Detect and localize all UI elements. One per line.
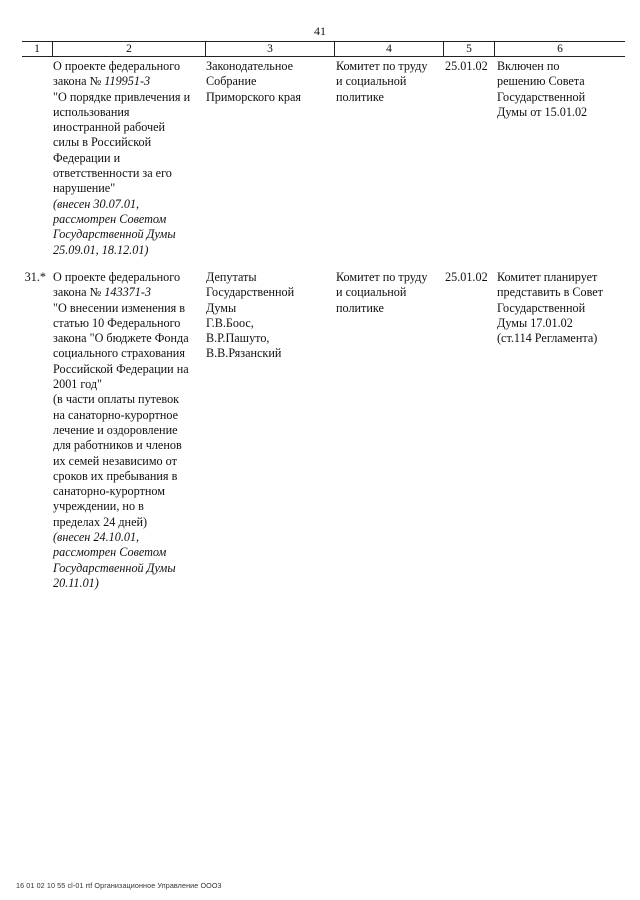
bill-note-line: 20.11.01) [53,575,99,590]
bill-title-line: "О внесении изменения в [53,300,186,315]
status-line: Государственной [497,89,586,104]
committee [336,59,444,105]
initiator-line: Приморского края [206,89,301,104]
committee [336,270,444,316]
bill-title-line: санаторно-курортном [53,484,165,499]
bill-note-line: 25.09.01, 18.12.01) [53,242,149,257]
bill-title-line: иностранной рабочей [53,120,166,135]
bill-note-line: рассмотрен Советом [53,545,167,560]
bill-note-line: Государственной Думы [53,227,176,242]
status-line: (ст.114 Регламента) [497,331,598,346]
bill-title-line: сроков их пребывания в [53,468,178,483]
header-col-1: 1 [22,42,53,56]
status-line: представить в Совет [497,285,604,300]
bill-intro-line: О проекте федерального [53,59,181,73]
bill-title-line: Федерации и [53,150,121,165]
bill-title-line: Российской Федерации на [53,361,189,376]
initiator-line: Депутаты [206,270,257,284]
bill-title-line: социального страхования [53,346,185,361]
bill-description [53,59,203,258]
status-line: Государственной [497,300,586,315]
status-line: Думы 17.01.02 [497,315,573,330]
bill-description [53,270,203,591]
status-line: Включен по [497,59,560,73]
initiator-line: Законодательное [206,59,294,73]
initiator-line: Думы [206,300,237,315]
page-number: 41 [314,24,326,38]
bill-title-line: 2001 год" [53,377,103,392]
header-col-4: 4 [335,42,444,56]
bill-number: 119951-3 [104,74,151,89]
bill-note-line: (внесен 24.10.01, [53,530,140,545]
bill-number-line [53,285,203,300]
bill-note-line: Государственной Думы [53,560,176,575]
bill-title-line: статью 10 Федерального [53,315,181,330]
status [497,59,625,120]
bill-title-line: их семей независимо от [53,453,177,468]
bill-number: 143371-3 [104,285,151,300]
committee-line: Комитет по труду [336,59,428,73]
initiator [206,59,334,105]
bill-number-label: закона № [53,285,105,300]
committee-line: политике [336,300,384,315]
page-footer: 16 01 02 10 55 cl-01 rtf Организационное Управление ООО3 [16,881,222,890]
initiator-line: Г.В.Боос, [206,315,254,330]
initiator [206,270,334,362]
initiator-line: В.Р.Пашуто, [206,331,270,346]
committee-line: политике [336,89,384,104]
row-number: 31.* [24,270,46,284]
status [497,270,625,346]
bill-title-line: (в части оплаты путевок [53,392,180,407]
status-line: решению Совета [497,74,585,89]
bill-number-label: закона № [53,74,105,89]
bill-title-line: пределах 24 дней) [53,514,148,529]
bill-title-line: нарушение" [53,181,116,196]
committee-line: и социальной [336,74,407,89]
bill-title-line: ответственности за его [53,166,172,181]
header-col-5: 5 [444,42,495,56]
bill-title-line: лечение и оздоровление [53,422,178,437]
bill-title-line: силы в Российской [53,135,152,150]
committee-line: Комитет по труду [336,270,428,284]
initiator-line: Государственной [206,285,295,300]
initiator-line: В.В.Рязанский [206,346,282,361]
table-header [22,41,625,57]
bill-title-line: закона "О бюджете Фонда [53,331,189,346]
initiator-line: Собрание [206,74,257,89]
header-col-3: 3 [206,42,335,56]
date: 25.01.02 [445,270,488,284]
status-line: Комитет планирует [497,270,598,284]
date: 25.01.02 [445,59,488,73]
bill-number-line [53,74,203,89]
bill-title-line: для работников и членов [53,438,182,453]
bill-note-line: (внесен 30.07.01, [53,196,140,211]
bill-intro-line: О проекте федерального [53,270,181,284]
bill-note-line: рассмотрен Советом [53,211,167,226]
header-col-6: 6 [557,43,563,55]
committee-line: и социальной [336,285,407,300]
status-line: Думы от 15.01.02 [497,104,588,119]
bill-title-line: учреждении, но в [53,499,144,514]
bill-title-line: использования [53,104,130,119]
bill-title-line: на санаторно-курортное [53,407,179,422]
bill-title-line: "О порядке привлечения и [53,89,191,104]
header-col-2: 2 [53,42,206,56]
